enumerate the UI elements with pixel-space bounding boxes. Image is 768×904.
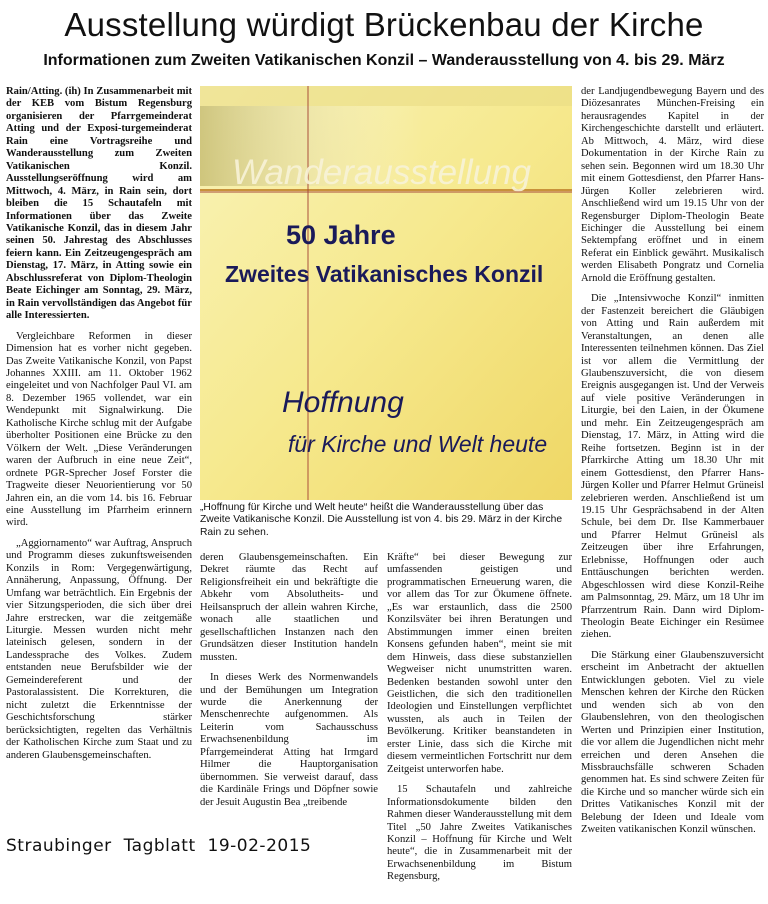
column-3 [387, 552, 572, 897]
intro-paragraph: Rain/Atting. (ih) In Zusammenarbeit mit der KEB vom Bistum Regensburg organisieren der Pfarrgemeinderat Atting und der Exposi-turgemeinderat Rain eine Vortragsreihe und Wanderausstellung zum Zweiten Vatikanischen Konzil. Ausstellungseröffnung wird am Mittwoch, 4. März, in Rain sein, dort bleiben die 15 Schautafeln mit Informationen über das Zweite Vatikanische Konzil, das in diesem Jahr seinen 50. Jahrestag des Abschlusses feiern kann. Ein Zeitzeugengespräch am Dienstag, 17. März, in Atting sowie ein Abschlussreferat von Diplom-Theologin Beate Eichinger am Sonntag, 29. März, in Rain vervollständigen das Angebot für alle Interessierten. [6, 86, 192, 322]
poster-line-1: 50 Jahre [286, 220, 396, 250]
body-paragraph: Kräfte“ bei dieser Bewegung zur umfassenden geistigen und programmatischen Erneuerung waren, die vor allem das Tor zur Ökumene öffnete. „Es war erstaunlich, dass die 2500 Konzilsväter bei ihren Beratungen und Abstimmungen immer einen breiten Konsens gefunden haben“, meint sie mit dem Hinweis, dass diese substanziellen Wegweiser nicht unumstritten waren. Bedenken bestanden sowohl unter den Geistlichen, die sich den traditionellen Ideologien und Einstellungen verpflichtet wussten, als auch in Teilen der Bevölkerung. Kritiker beanstandeten in erster Linie, dass sich die Kirche mit diesem vermeintlichen Fortschritt nur dem Zeitgeist unterworfen habe. [387, 552, 572, 775]
body-paragraph: „Aggiornamento“ war Auftrag, Anspruch und Programm dieses zukunftsweisenden Konzils in Rom: Vergegenwärtigung, Annäherung, Anpassung, Öffnung. Der Umfang war beträchtlich. Ein Ergebnis der vier Sitzungsperioden, die sich über drei Jahre erstrecken, war die zeitgemäße Liturgie. Messen wurden nicht mehr lateinisch gelesen, sondern in der Landessprache des Volkes. Zudem entstanden neue Berufsbilder wie der Gemeindereferent und der Pastoralassistent. Die Korrekturen, die nicht zuletzt die Erkenntnisse der Geschichtsforschung stärker berücksichtigten, regelten das Verhältnis der Katholischen Kirche zum Staat und zu anderen Glaubensgemeinschaften. [6, 537, 192, 761]
newspaper-name: Straubinger [6, 836, 112, 856]
column-2 [200, 552, 378, 884]
body-paragraph: In dieses Werk des Normenwandels und der Bemühungen um Integration wurde die Anerkennung der Menschenrechte aufgenommen. Als Leiterin vom Sachausschuss Erwachsenenbildung im Pfarrgemeinderat Atting hat Irmgard Hilmer die Hauptorganisation übernommen. Sie verweist darauf, dass die Kardinäle Frings und Döpfner sowie der Jesuit Augustin Bea „treibende [200, 672, 378, 808]
headline: Ausstellung würdigt Brückenbau der Kirche [64, 6, 704, 43]
newspaper-name-2: Tagblatt [123, 836, 196, 856]
body-paragraph: Vergleichbare Reformen in dieser Dimension hat es vorher nicht gegeben. Das Zweite Vatikanische Konzil, von Papst Johannes XXIII. am 11. Oktober 1962 eingeleitet und von Nachfolger Paul VI. am 8. Dezember 1965 vollendet, war ein Wendepunkt mit Signalwirkung. Die Katholische Kirche schlug mit der Aufgabe überholter Positionen eine Brücke zu den Völkern der Welt. „Diese Veränderungen waren der Aufbruch in eine neue Zeit“, ordnete PGR-Sprecher Josef Forster die Tragweite dieser Neuorientierung vor 50 Jahren ein, an die vom 14. bis 16. Februar eine Ausstellung im Pfarrheim erinnern wird. [6, 330, 192, 529]
body-paragraph: deren Glaubensgemeinschaften. Ein Dekret räumte das Recht auf Religionsfreiheit ein und bekräftigte die Abkehr vom Absolutheits- und Heilsanspruch der allein wahren Kirche, wonach alle staatlichen und gesellschaftlichen Instanzen nach den Grundsätzen dieser Institution handeln mussten. [200, 552, 378, 663]
poster-line-3: Hoffnung [282, 386, 404, 419]
exhibition-poster-image [200, 86, 572, 500]
subheadline: Informationen zum Zweiten Vatikanischen Konzil – Wanderausstellung von 4. bis 29. März [43, 52, 725, 69]
photo-caption: „Hoffnung für Kirche und Welt heute“ heißt die Wanderausstellung über das Zweite Vatikanische Konzil. Die Ausstellung ist von 4. bis 29. März in der Kirche Rain zu sehen. [200, 502, 563, 538]
column-1 [6, 86, 192, 826]
poster-graphic [200, 86, 572, 500]
column-4 [581, 86, 764, 901]
body-paragraph: 15 Schautafeln und zahlreiche Informationsdokumente bilden den Rahmen dieser Wanderausstellung mit dem Titel „50 Jahre Zweites Vatikanisches Konzil – Hoffnung für Kirche und Welt heute“, die in Zusammenarbeit mit der Erwachsenenbildung im Bistum Regensburg, [387, 784, 572, 883]
poster-wander-text: Wanderausstellung [232, 153, 531, 192]
body-paragraph: Die „Intensivwoche Konzil“ inmitten der Fastenzeit bereichert die Gläubigen von Atting und Rain außerdem mit Veranstaltungen, an denen alle Interessenten teilnehmen können. Das Ziel ist vor allem die Vermittlung der Glaubenszuversicht, die von diesem Ereignis ausgegangen ist. Und der Verweis auf viele positive Veränderungen in Liturgie, bei den Laien, in der Ökumene und mehr. Ein Zeitzeugengespräch am Dienstag, 17. März, in Atting wird die Reihe fortsetzen. Beginn ist in der Pfarrkirche Atting um 18.30 Uhr mit einem Gottesdienst, den Pfarrer Hans-Jürgen Koller und Pfarrer Helmut Grüneisl zelebrieren werden. Anschließend ist um 19.15 Uhr Gesprächsabend in der Alten Schule, bei dem Dr. Ilse Kammerbauer und Pfarrer Helmut Grüneisl als Zeitzeugen über ihre Erfahrungen, Erlebnisse, Hoffnungen oder auch Enttäuschungen berichten werden. Abgeschlossen wird diese Konzil-Reihe am Palmsonntag, 29. März, um 18 Uhr im Pfarrzentrum Rain. Dann wird Diplom-Theologin Beate Eichinger ein Resümee ziehen. [581, 293, 764, 641]
body-paragraph: Die Stärkung einer Glaubenszuversicht erscheint im Anbetracht der aktuellen Entwicklungen geboten. Viel zu viele Menschen kehren der Kirche den Rücken und wenden sich ab von den Glaubenslehren, von den theologischen Werten und Prinzipien einer Institution, die vor allem die Jugendlichen nicht mehr erreichen und deren Ansehen die Missbrauchsfälle schweren Schaden genommen hat. Es sind schwere Zeiten für die Kirche und so mancher würde sich ein Drittes Vatikanisches Konzil mit der Belebung der Ideen und Ideale vom Zweiten vatikanischen Konzil wünschen. [581, 649, 764, 836]
publication-date: 19-02-2015 [207, 836, 312, 856]
source-stamp [6, 836, 366, 856]
poster-line-4: für Kirche und Welt heute [288, 431, 548, 457]
poster-line-2: Zweites Vatikanisches Konzil [225, 261, 544, 287]
body-paragraph: der Landjugendbewegung Bayern und des Diözesanrates München-Freising ein herausragendes Kapitel in der Kirchengeschichte darstellt und erläutert. Ab Mittwoch, 4. März, wird diese Dokumentation in der Kirche Rain zu sehen sein. Begonnen wird um 18.30 Uhr mit einem Gottesdienst, den Pfarrer Hans-Jürgen Koller zelebrieren wird. Anschließend wird um 19.15 Uhr von der Regensburger Diplom-Theologin Beate Eichinger die Ausstellung bei einem Sektempfang eröffnet und in einem Referat ein Einblick gewährt. Musikalisch werden Elisabeth Pongratz und Cornelia Arnold die Eröffnung gestalten. [581, 86, 764, 284]
